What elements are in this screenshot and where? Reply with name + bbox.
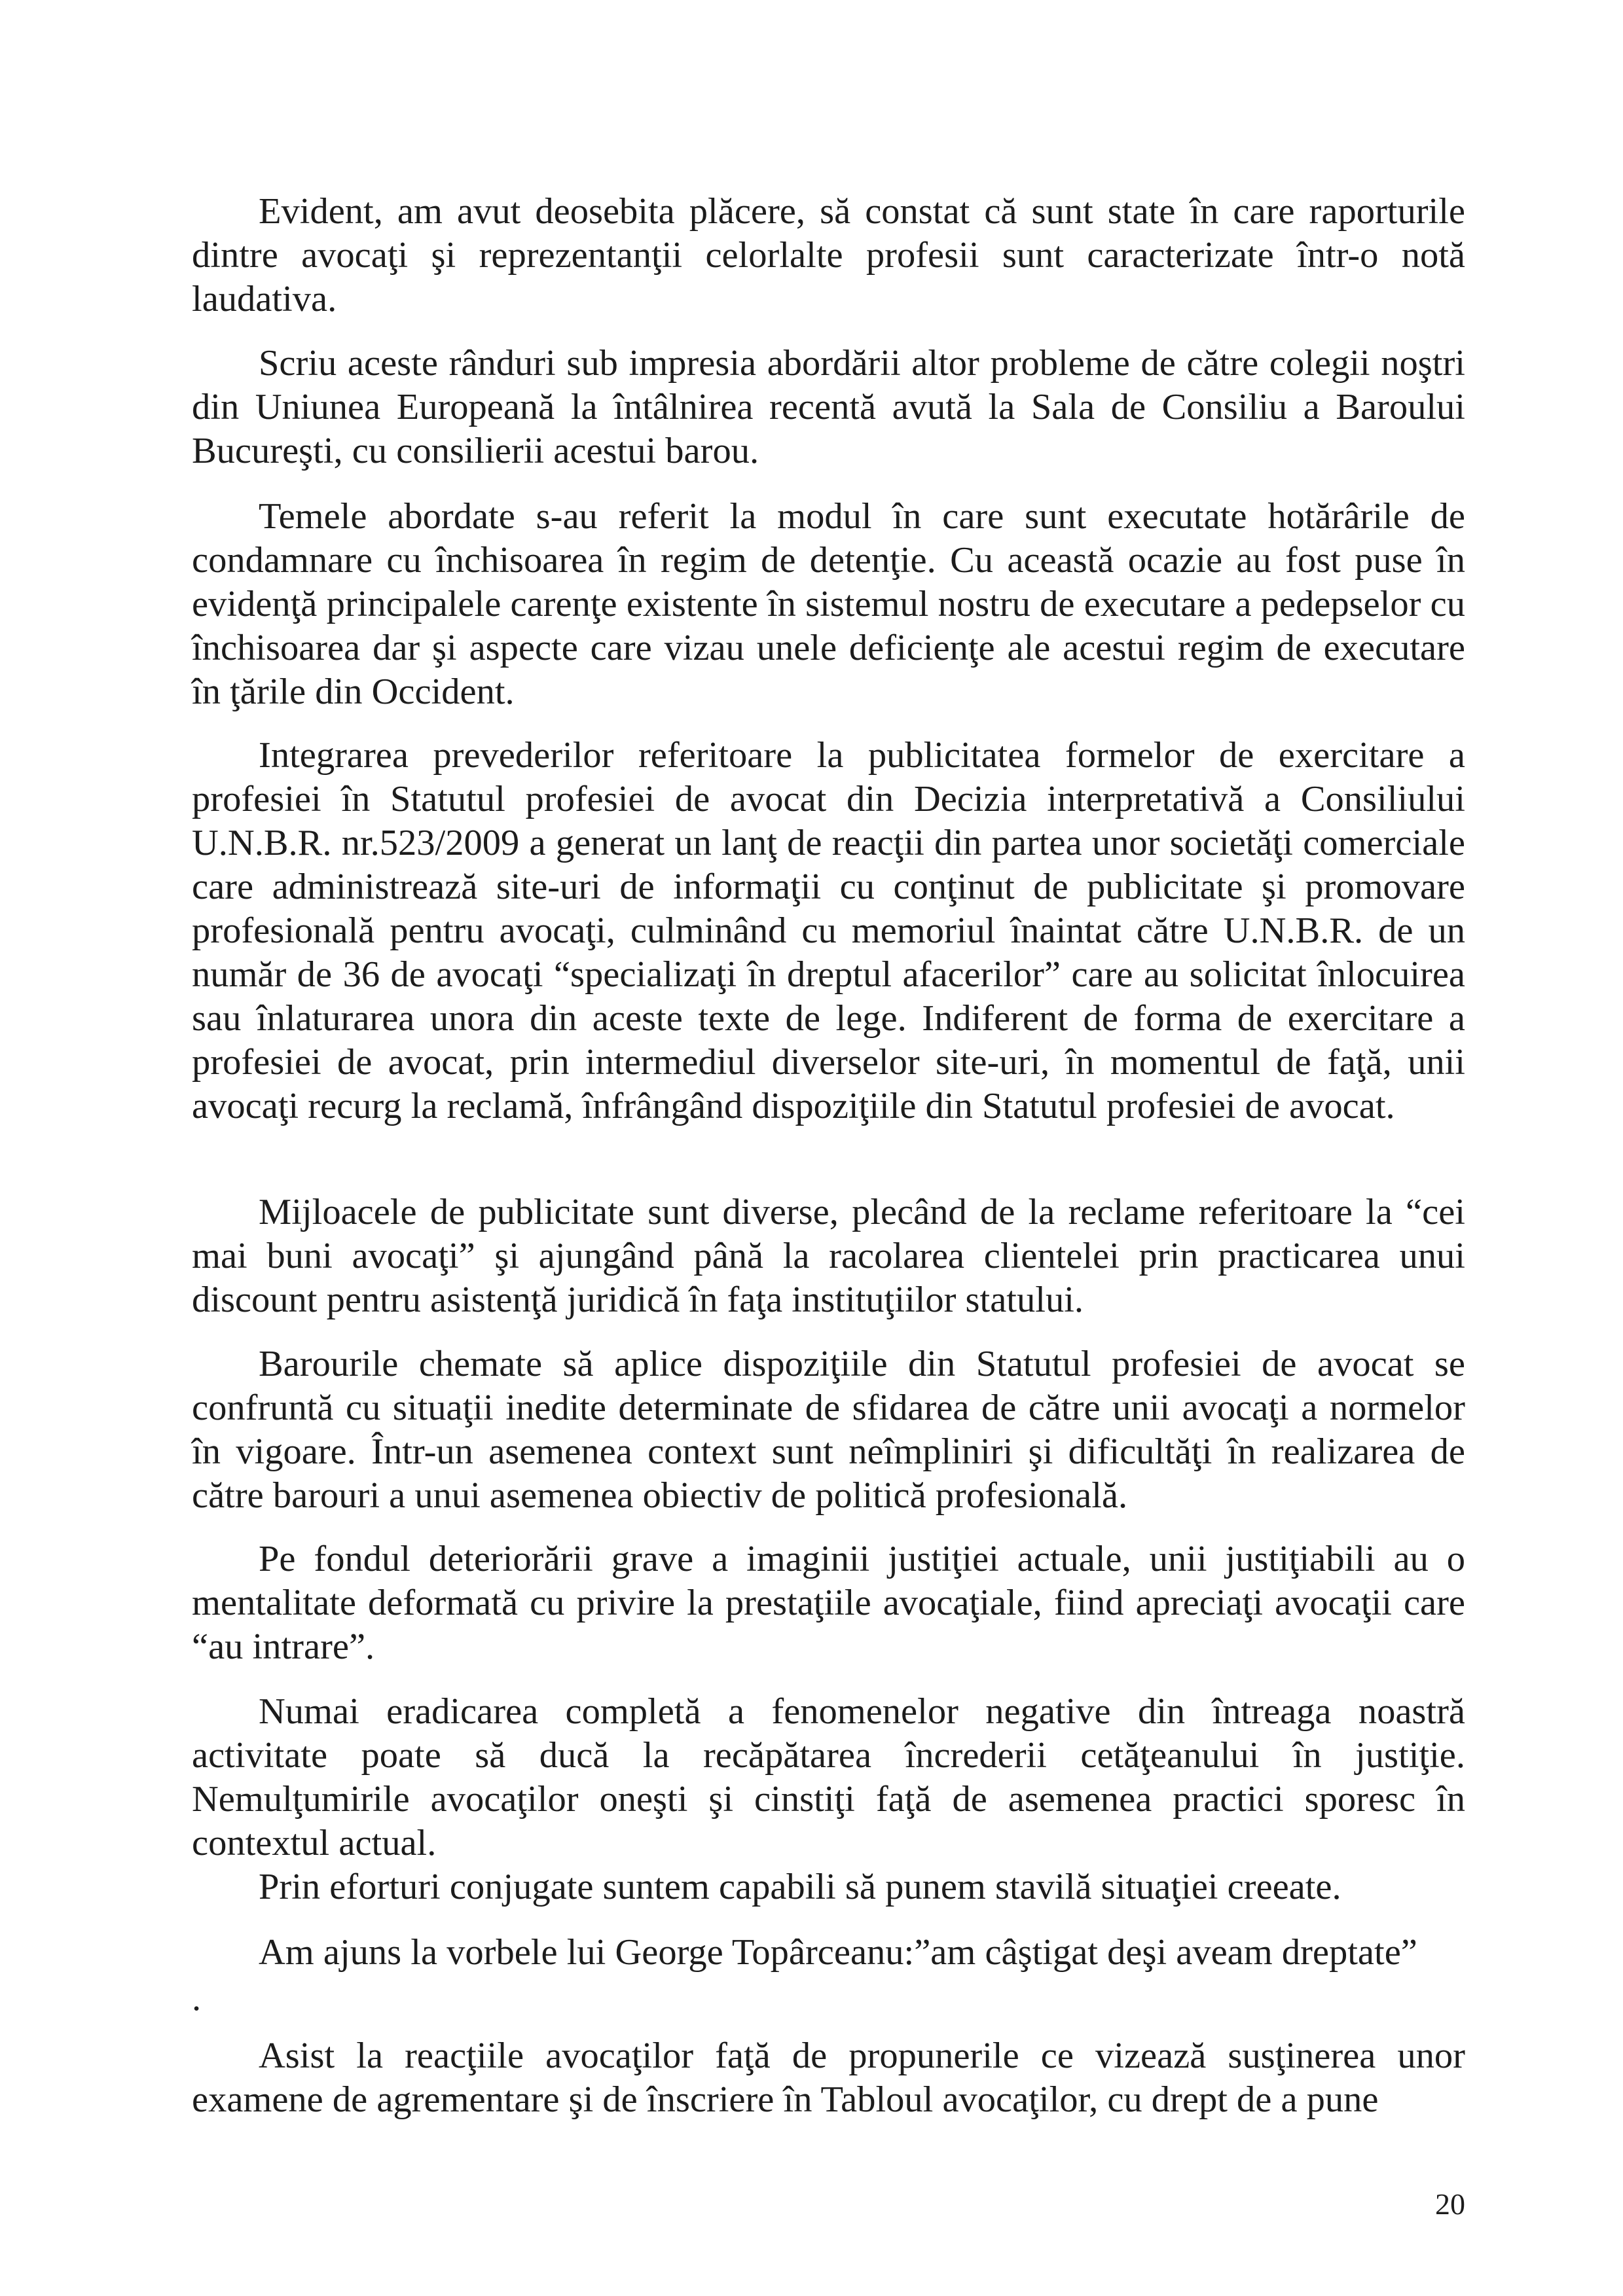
paragraph-9: Prin eforturi conjugate suntem capabili să punem stavilă situaţiei creeate. <box>259 1867 1341 1907</box>
paragraph-6: Barourile chemate să aplice dispoziţiile din Statutul profesiei de avocat se confruntă cu situaţii inedite determinate de sfidarea de către unii avocaţi a normelor în vigoare. Într-un asemenea context sunt neîmpliniri şi dificultăţi în realizarea de către barouri a unui asemenea obiectiv de politică profesională. <box>192 1344 1465 1516</box>
paragraph-1: Evident, am avut deosebita plăcere, să constat că sunt state în care raporturile dintre avocaţi şi reprezentanţii celorlalte profesii sunt caracterizate într-o notă laudativa. <box>192 191 1465 319</box>
paragraph-3: Temele abordate s-au referit la modul în care sunt executate hotărârile de condamnare cu închisoarea în regim de detenţie. Cu această ocazie au fost puse în evidenţă principalele carenţe existente în sistemul nostru de executare a pedepselor cu închisoarea dar şi aspecte care vizau unele deficienţe ale acestui regim de executare în ţările din Occident. <box>192 496 1465 712</box>
page-number: 20 <box>1435 2187 1465 2221</box>
stray-period: . <box>192 1978 202 2018</box>
paragraph-10: Am ajuns la vorbele lui George Topârceanu:”am câştigat deşi aveam dreptate” <box>259 1932 1417 1973</box>
paragraph-2: Scriu aceste rânduri sub impresia abordării altor probleme de către colegii noştri din Uniunea Europeană la întâlnirea recentă avută la Sala de Consiliu a Baroului Bucureşti, cu consilierii acestui barou. <box>192 343 1465 471</box>
paragraph-7: Pe fondul deteriorării grave a imaginii justiţiei actuale, unii justiţiabili au o mentalitate deformată cu privire la prestaţiile avocaţiale, fiind apreciaţi avocaţii care “au intrare”. <box>192 1539 1465 1667</box>
paragraph-11: Asist la reacţiile avocaţilor faţă de propunerile ce vizează susţinerea unor examene de agrementare şi de înscriere în Tabloul avocaţilor, cu drept de a pune <box>192 2036 1465 2120</box>
paragraph-5: Mijloacele de publicitate sunt diverse, plecând de la reclame referitoare la “cei mai buni avocaţi” şi ajungând până la racolarea clientelei prin practicarea unui discount pentru asistenţă juridică în faţa instituţiilor statului. <box>192 1192 1465 1320</box>
paragraph-4: Integrarea prevederilor referitoare la publicitatea formelor de exercitare a profesiei în Statutul profesiei de avocat din Decizia interpretativă a Consiliului U.N.B.R. nr.523/2009 a generat un lanţ de reacţii din partea unor societăţi comerciale care administrează site-uri de informaţii cu conţinut de publicitate şi promovare profesională pentru avocaţi, culminând cu memoriul înaintat către U.N.B.R. de un număr de 36 de avocaţi “specializaţi în dreptul afacerilor” care au solicitat înlocuirea sau înlaturarea unora din aceste texte de lege. Indiferent de forma de exercitare a profesiei de avocat, prin intermediul diverselor site-uri, în momentul de faţă, unii avocaţi recurg la reclamă, înfrângând dispoziţiile din Statutul profesiei de avocat. <box>192 735 1465 1126</box>
paragraph-8: Numai eradicarea completă a fenomenelor negative din întreaga noastră activitate poate să ducă la recăpătarea încrederii cetăţeanului în justiţie. Nemulţumirile avocaţilor oneşti şi cinstiţi faţă de asemenea practici sporesc în contextul actual. <box>192 1691 1465 1863</box>
